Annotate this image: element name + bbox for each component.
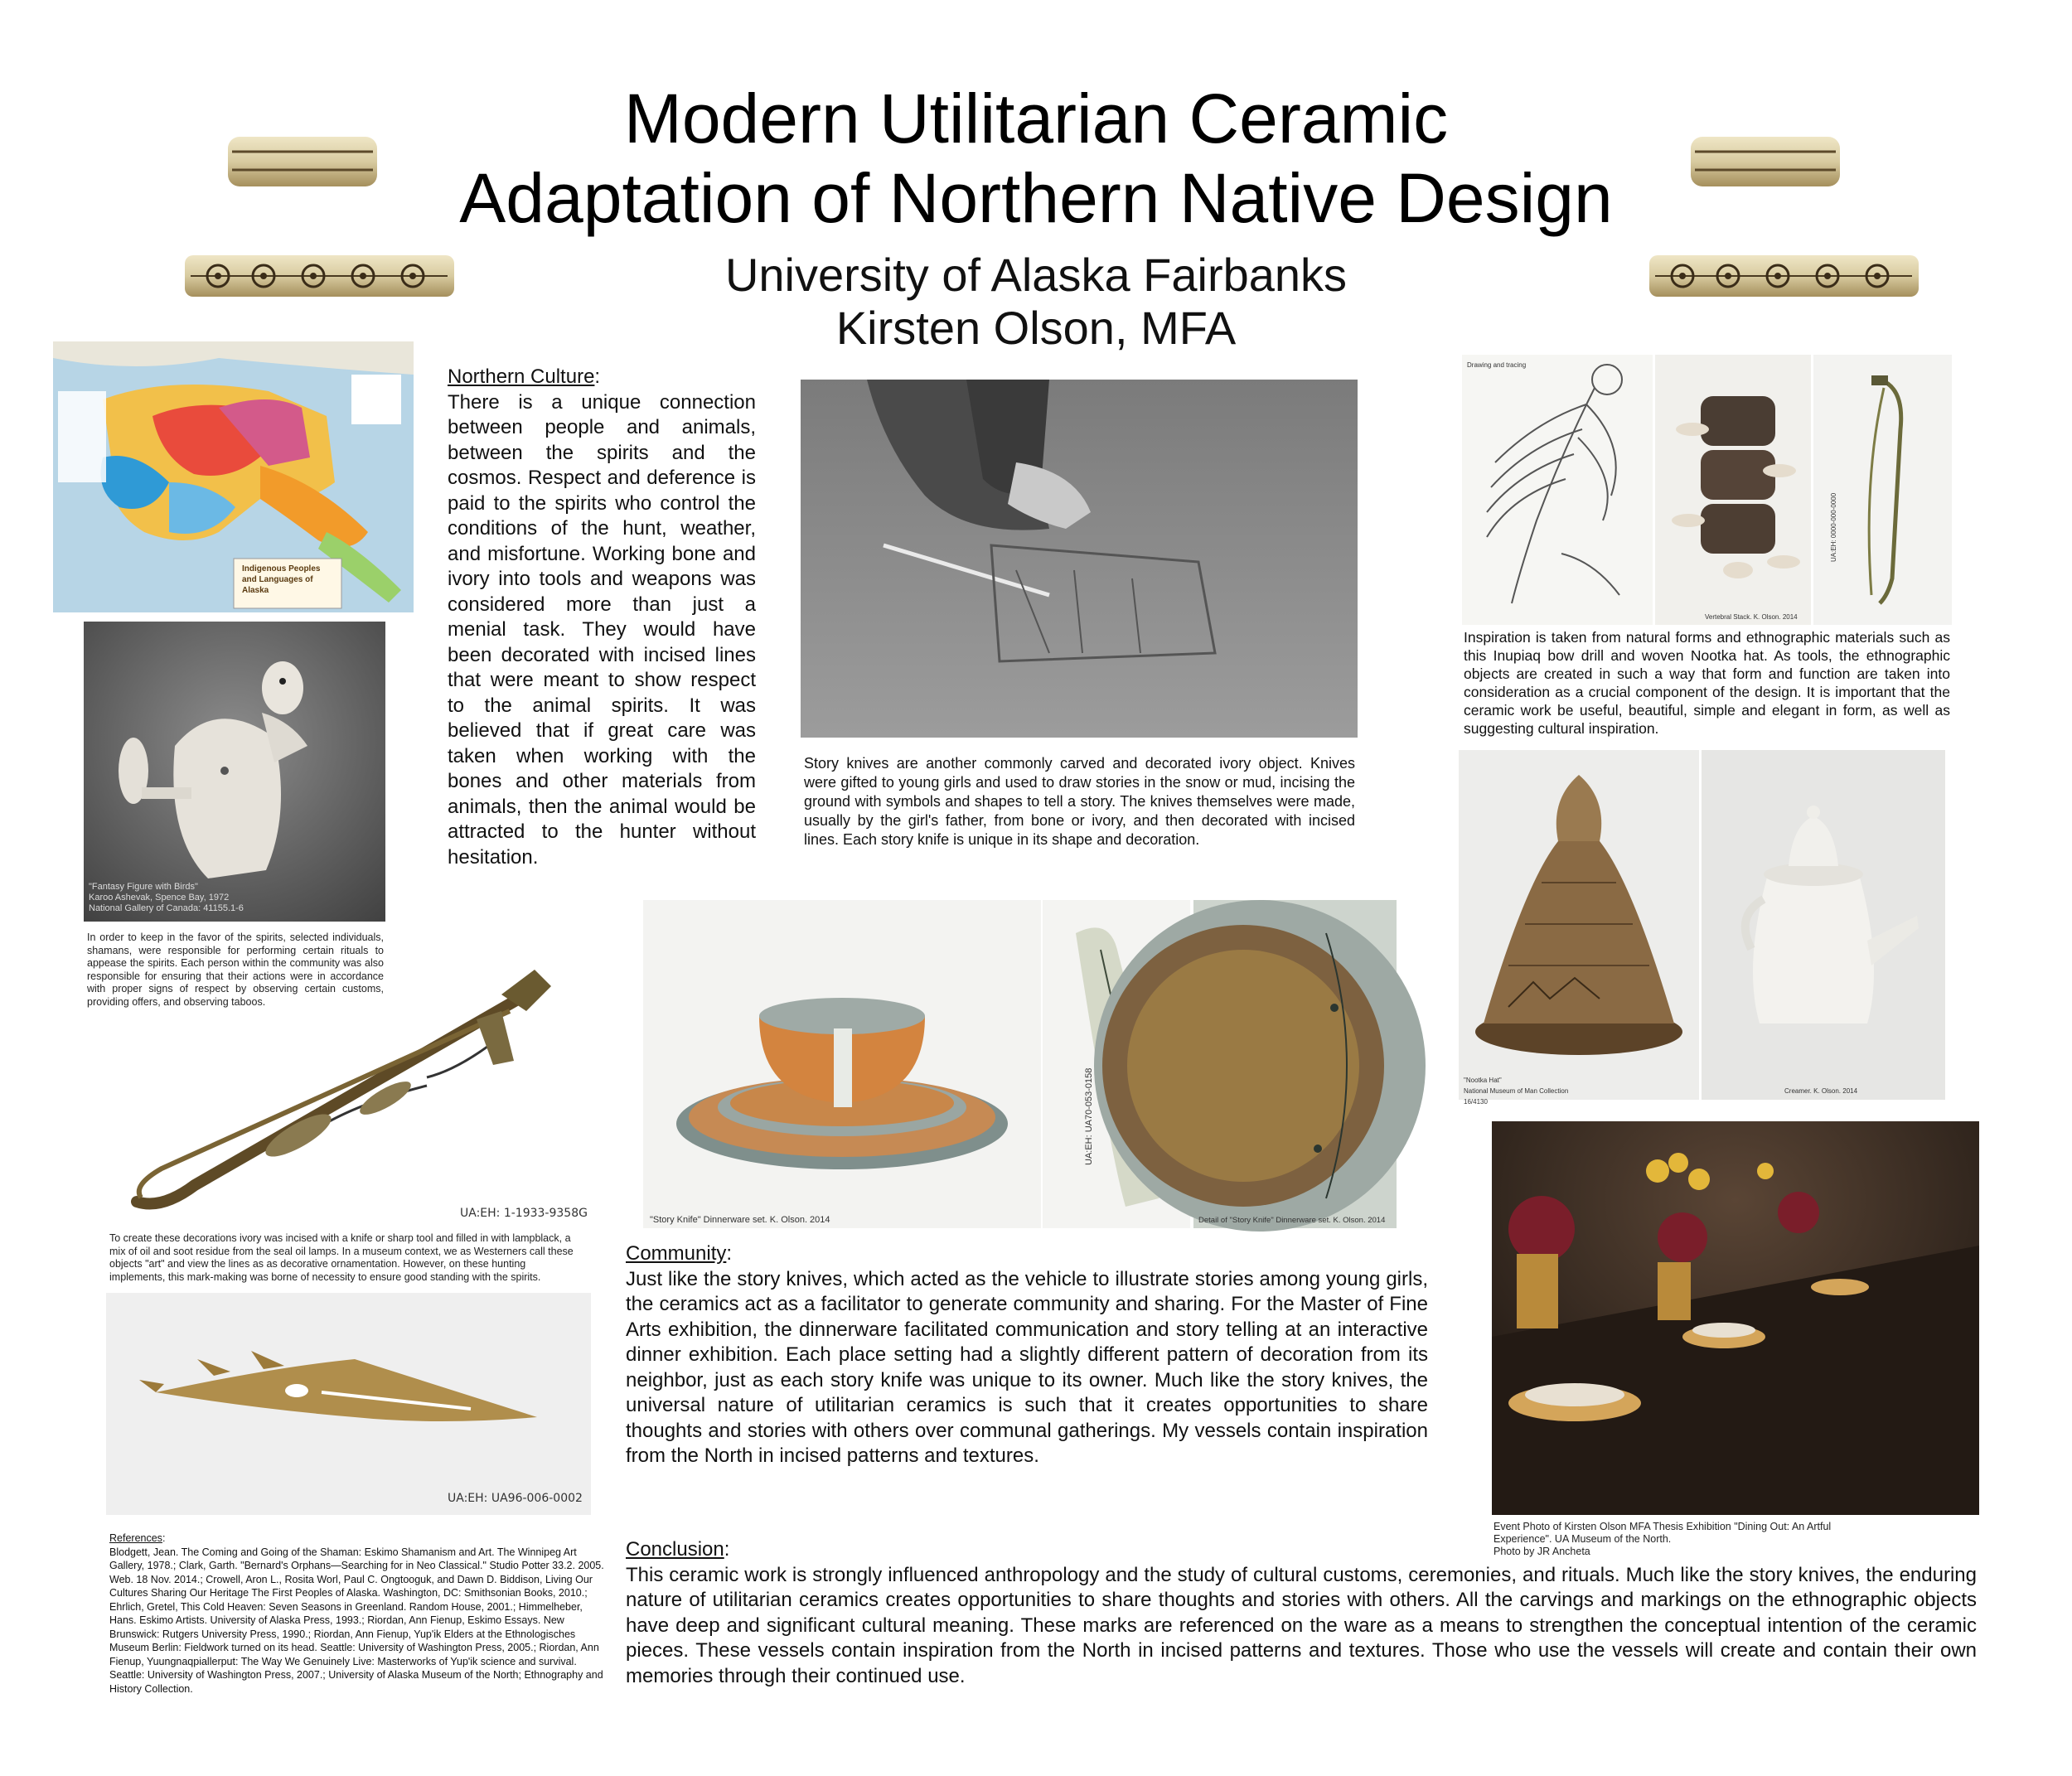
nootka-hat-photo bbox=[1459, 750, 1699, 1106]
conclusion-block: Conclusion: This ceramic work is strongly influenced anthropology and the study of cultural customs, ceremonies, and rituals. Much like the story knives, the enduring nature of utilitarian ceramics creates opportunities to share thoughts and stories with others. All the carvings and markings on the ethnographic objects have deep and significant cultural meaning. These marks are referenced on the ware as a means to strengthen the conceptual intention of the ceramic pieces. These vessels contain inspiration from the North in incised patterns and textures. Those who use the vessels will create and contain their own memories through their continued use. bbox=[626, 1537, 1977, 1689]
title-line-2: Adaptation of Northern Native Design bbox=[459, 159, 1613, 237]
shamans-text: In order to keep in the favor of the spirits, selected individuals, shamans, were responsible for performing certain rituals to appease the spirits. Each person within the community was also responsible for ensuring that their actions were in accordance with proper signs of respect by observing certain customs, providing offers, and observing taboos. bbox=[87, 932, 384, 1008]
references-text: Blodgett, Jean. The Coming and Going of the Shaman: Eskimo Shamanism and Art. The Winnipeg Art Gallery, 1978.; Clark, Garth. "Bernard's Orphans—Searching for in Neo Classical." Studio Potter 33.2. 2005. Web. 18 Nov. 2014.; Crowell, Aron L., Rosita Worl, Paul C. Ongtooguk, and Dawn D. Biddison, Living Our Cultures Sharing Our Heritage The First Peoples of Alaska. Washington, DC: Smithsonian Books, 2010.; Ehrlich, Gretel, This Cold Heaven: Seven Seasons in Greenland. Random House, 2001.; Himmelheber, Hans. Eskimo Artists. University of Alaska Press, 1993.; Riordan, Ann Fienup, Eskimo Essays. New Brunswick: Rutgers University Press, 1990.; Riordan, Ann Fienup, Yup'ik Elders at the Ethnologisches Museum Berlin: Fieldwork turned on its head. Seattle: University of Washington Press, 2005.; Riordan, Ann Fienup, Yuungnaqpiallerput: The Way We Genuinely Live: Masterworks of Yup'ik science and survival. Seattle: University of Washington Press, 2007.; University of Alaska Museum of the North; Ethnography and History Collection. bbox=[109, 1546, 604, 1695]
map-title: Indigenous Peoples and Languages of Alaska bbox=[242, 564, 321, 595]
bow-drill-text: To create these decorations ivory was incised with a knife or sharp tool and filled in with lampblack, a mix of oil and soot residue from the seal oil lamps. In a museum context, we as Westerners call these objects "art" and view the lines as as decorative ornamentation. However, on these hunting implements, this mark-making was borne of necessity to ensure good standing with the spirits. bbox=[109, 1232, 574, 1283]
dinnerware-detail-photo bbox=[1193, 900, 1397, 1228]
bow-drill-label: UA:EH: 1-1933-9358G bbox=[460, 1207, 588, 1220]
wood-carving-label: UA:EH: UA96-006-0002 bbox=[448, 1492, 583, 1505]
nootka-caption: "Nootka Hat" National Museum of Man Collection 16/4130 bbox=[1464, 1077, 1569, 1106]
northern-culture-heading: Northern Culture bbox=[448, 365, 595, 388]
ivory-bar-top-right bbox=[1687, 128, 1844, 195]
title-line-1: Modern Utilitarian Ceramic bbox=[623, 80, 1449, 157]
university-name: University of Alaska Fairbanks bbox=[724, 249, 1348, 301]
northern-culture-block: Northern Culture: There is a unique connection between people and animals, between the spirits and the cosmos. Respect and deference is paid to the spirits who control the conditions of the hunt, weather, and misfortune. Working bone and ivory into tools and weapons was considered more than just a menial task. They would have been decorated with incised lines that were meant to show respect to the animal spirits. It was believed that if great care was taken when working with the bones and other materials from animals, then the animal would be attracted to the hunter without hesitation. bbox=[448, 365, 756, 870]
ivory-bar-top-left bbox=[224, 128, 381, 195]
references-heading: References bbox=[109, 1532, 162, 1544]
community-heading: Community bbox=[626, 1242, 727, 1265]
author-name: Kirsten Olson, MFA bbox=[835, 302, 1237, 354]
bow-drill-photo bbox=[112, 961, 605, 1227]
conclusion-text: This ceramic work is strongly influenced anthropology and the study of cultural customs, ceremonies, and rituals. Much like the story knives, the enduring nature of utilitarian ceramics creates opportunities to share thoughts and stories with others. All the carvings and markings on the ethnographic objects have deep and significant cultural meaning. These marks are referenced on the ware as a means to strengthen the conceptual intention of the ceramic pieces. These vessels contain inspiration from the North in incised patterns and textures. Those who use the vessels will create and contain their own memories through their continued use. bbox=[626, 1563, 1977, 1687]
event-photo bbox=[1492, 1121, 1979, 1515]
dinnerware-caption: "Story Knife" Dinnerware set. K. Olson. 2014 bbox=[650, 1215, 830, 1225]
knife-plate-label: UA:EH: UA70-053-0158 bbox=[1084, 1067, 1094, 1165]
community-text: Just like the story knives, which acted as the vehicle to illustrate stories among young girls, the ceramics act as a facilitator to generate community and sharing. For the Master of Fine Arts exhibition, the dinnerware facilitated communication and story telling at an interactive dinner exhibition. Each place setting had a slightly different pattern of decoration from its neighbor, just as each story knife was unique to its owner. Much like the story knives, the universal nature of utilitarian ceramics is such that it creates opportunities to share thoughts and stories with others over communal gatherings. My vessels contain inspiration from the North in incised patterns and textures. bbox=[626, 1267, 1428, 1467]
stack-caption: Vertebral Stack. K. Olson. 2014 bbox=[1705, 613, 1798, 621]
skeleton-drawing-photo bbox=[1462, 355, 1653, 625]
sculpture-caption: "Fantasy Figure with Birds" Karoo Ashevak, Spence Bay, 1972 National Gallery of Canada: 41155.1-6 bbox=[89, 882, 244, 913]
wood-carving-photo bbox=[106, 1293, 591, 1515]
alaska-languages-map bbox=[53, 341, 414, 612]
inspiration-text: Inspiration is taken from natural forms and ethnographic materials such as this Inupiaq bow drill and woven Nootka hat. As tools, the ethnographic objects are created in such a way that form and function are taken into consideration as a crucial component of the design. It is important that the ceramic work be useful, beautiful, simple and elegant in form, as well as suggesting cultural inspiration. bbox=[1464, 629, 1950, 737]
community-block: Community: Just like the story knives, which acted as the vehicle to illustrate stories among young girls, the ceramics act as a facilitator to generate community and sharing. For the Master of Fine Arts exhibition, the dinnerware facilitated communication and story telling at an interactive dinner exhibition. Each place setting had a slightly different pattern of decoration from its neighbor, just as each story knife was unique to its owner. Much like the story knives, the universal nature of utilitarian ceramics is such that it creates opportunities to share thoughts and stories with others over communal gatherings. My vessels contain inspiration from the North in incised patterns and textures. bbox=[626, 1241, 1428, 1469]
creamer-caption: Creamer. K. Olson. 2014 bbox=[1784, 1087, 1858, 1095]
creamer-photo bbox=[1702, 750, 1945, 1100]
ivory-dotted-bar-left bbox=[181, 249, 458, 303]
story-knives-text: Story knives are another commonly carved and decorated ivory object. Knives were gifted to young girls and used to draw stories in the snow or mud, incising the ground with symbols and shapes to tell a story. The knives themselves were made, usually by the girl's father, from bone or ivory, and then decorated with incised lines. Each story knife is unique in its shape and decoration. bbox=[804, 755, 1355, 848]
bow-tool-label: UA:EH: 0000-000-0000 bbox=[1830, 492, 1837, 562]
story-knife-photo bbox=[801, 380, 1358, 738]
references-block: References: Blodgett, Jean. The Coming and Going of the Shaman: Eskimo Shamanism and Art. The Winnipeg Art Gallery, 1978.; Clark, Garth. "Bernard's Orphans—Searching for in Neo Classical." Studio Potter 33.2. 2005. Web. 18 Nov. 2014.; Crowell, Aron L., Rosita Worl, Paul C. Ongtooguk, and Dawn D. Biddison, Living Our Cultures Sharing Our Heritage The First Peoples of Alaska. Washington, DC: Smithsonian Books, 2010.; Ehrlich, Gretel, This Cold Heaven: Seven Seasons in Greenland. Random House, 2001.; Himmelheber, Hans. Eskimo Artists. University of Alaska Press, 1993.; Riordan, Ann Fienup, Eskimo Essays. New Brunswick: Rutgers University Press, 1990.; Riordan, Ann Fienup, Yup'ik Elders at the Ethnologisches Museum Berlin: Fieldwork turned on its head. Seattle: University of Washington Press, 2005.; Riordan, Ann Fienup, Yuungnaqpiallerput: The Way We Genuinely Live: Masterworks of Yup'ik science and survival. Seattle: University of Washington Press, 2007.; University of Alaska Museum of the North; Ethnography and History Collection. bbox=[109, 1532, 607, 1696]
dinnerware-set-photo bbox=[643, 900, 1041, 1228]
vertebral-stack-photo bbox=[1655, 355, 1811, 625]
detail-caption: Detail of "Story Knife" Dinnerware set. K. Olson. 2014 bbox=[1198, 1216, 1386, 1225]
bow-drill-tool-photo bbox=[1813, 355, 1952, 625]
conclusion-heading: Conclusion bbox=[626, 1538, 724, 1561]
northern-culture-text: There is a unique connection between people and animals, between the spirits and the cosmos. Respect and deference is paid to the spirits who control the conditions of the hunt, weather, and misfortune. Working bone and ivory into tools and weapons was considered more than just a menial task. They would have been decorated with incised lines that were meant to show respect to the animal spirits. It was believed that if great care was taken when working with the bones and other materials from animals, then the animal would be attracted to the hunter without hesitation. bbox=[448, 390, 756, 869]
fantasy-figure-photo bbox=[84, 622, 385, 922]
ivory-dotted-bar-right bbox=[1645, 249, 1923, 303]
skeleton-label: Drawing and tracing bbox=[1467, 361, 1527, 369]
event-caption: Event Photo of Kirsten Olson MFA Thesis Exhibition "Dining Out: An Artful Experience". UA Museum of the North. Photo by JR Ancheta bbox=[1493, 1521, 1832, 1557]
